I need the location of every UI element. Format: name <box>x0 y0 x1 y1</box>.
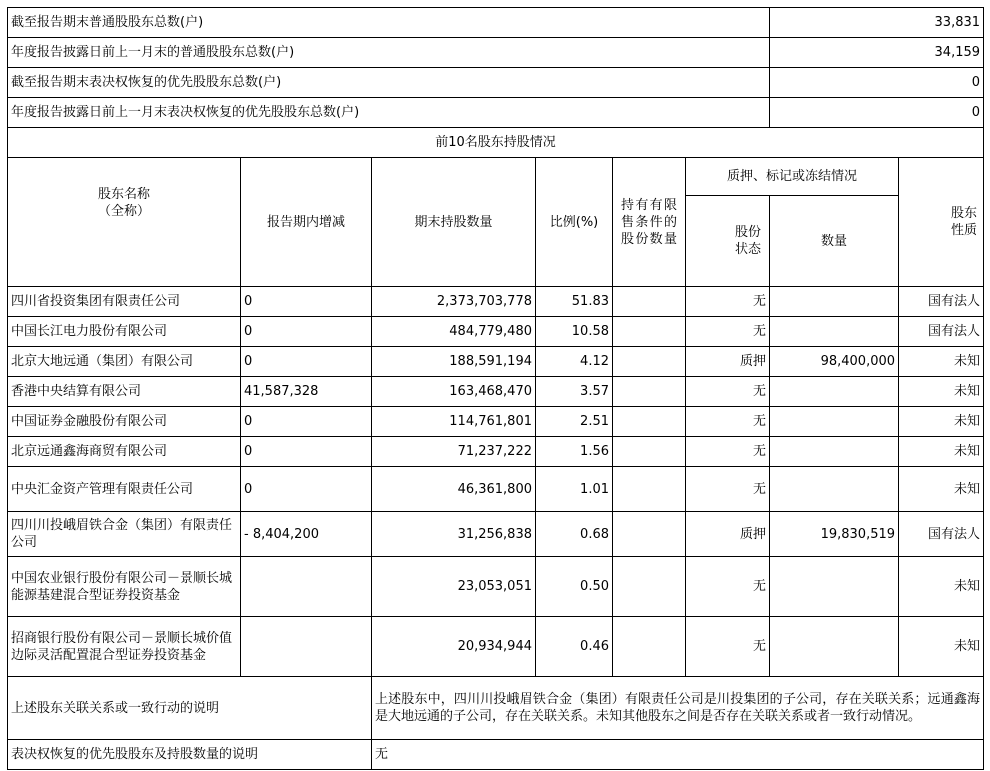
shareholder-name: 北京大地远通（集团）有限公司 <box>8 347 241 377</box>
shareholder-pledge-qty <box>770 467 899 512</box>
shareholder-nature: 未知 <box>899 437 984 467</box>
shareholder-name: 中国长江电力股份有限公司 <box>8 317 241 347</box>
shareholder-qty: 20,934,944 <box>372 617 536 677</box>
shareholder-ratio: 4.12 <box>536 347 613 377</box>
shareholder-name: 北京远通鑫海商贸有限公司 <box>8 437 241 467</box>
shareholder-status: 无 <box>686 437 770 467</box>
shareholder-ratio: 3.57 <box>536 377 613 407</box>
shareholder-pledge-qty <box>770 317 899 347</box>
note-row <box>8 677 984 740</box>
shareholder-pledge-qty <box>770 287 899 317</box>
shareholder-pledge-qty <box>770 407 899 437</box>
summary-label: 截至报告期末普通股股东总数(户) <box>8 8 770 38</box>
summary-value: 33,831 <box>770 8 984 38</box>
shareholder-status: 无 <box>686 617 770 677</box>
table-row <box>8 512 984 557</box>
shareholder-change <box>241 617 372 677</box>
shareholder-status: 质押 <box>686 512 770 557</box>
shareholder-change: 0 <box>241 347 372 377</box>
note-label: 表决权恢复的优先股股东及持股数量的说明 <box>8 740 372 770</box>
shareholder-status: 无 <box>686 317 770 347</box>
header-name: 股东名称 （全称） <box>8 158 241 287</box>
shareholder-pledge-qty: 19,830,519 <box>770 512 899 557</box>
header-pledge-status: 股份 状态 <box>686 196 770 287</box>
shareholder-nature: 未知 <box>899 377 984 407</box>
note-text: 无 <box>372 740 984 770</box>
summary-row <box>8 68 984 98</box>
shareholder-nature: 未知 <box>899 557 984 617</box>
shareholder-ratio: 51.83 <box>536 287 613 317</box>
summary-value: 0 <box>770 98 984 128</box>
shareholder-qty: 188,591,194 <box>372 347 536 377</box>
header-nature: 股东 性质 <box>899 158 984 287</box>
shareholder-qty: 484,779,480 <box>372 317 536 347</box>
shareholder-qty: 163,468,470 <box>372 377 536 407</box>
shareholder-nature: 未知 <box>899 407 984 437</box>
shareholder-ratio: 2.51 <box>536 407 613 437</box>
shareholder-qty: 46,361,800 <box>372 467 536 512</box>
shareholder-name: 中国证券金融股份有限公司 <box>8 407 241 437</box>
header-change: 报告期内增减 <box>241 158 372 287</box>
shareholder-pledge-qty <box>770 557 899 617</box>
shareholder-name: 四川川投峨眉铁合金（集团）有限责任公司 <box>8 512 241 557</box>
shareholder-status: 无 <box>686 557 770 617</box>
header-pledge-group: 质押、标记或冻结情况 <box>686 158 899 196</box>
shareholder-pledge-qty <box>770 437 899 467</box>
note-row <box>8 740 984 770</box>
shareholder-restricted <box>613 407 686 437</box>
shareholder-pledge-qty <box>770 617 899 677</box>
table-row <box>8 347 984 377</box>
shareholder-restricted <box>613 287 686 317</box>
shareholder-status: 无 <box>686 407 770 437</box>
shareholder-ratio: 0.46 <box>536 617 613 677</box>
shareholder-change: 0 <box>241 437 372 467</box>
shareholder-nature: 国有法人 <box>899 317 984 347</box>
shareholder-name: 中国农业银行股份有限公司－景顺长城能源基建混合型证券投资基金 <box>8 557 241 617</box>
shareholder-status: 质押 <box>686 347 770 377</box>
header-row-1 <box>8 158 984 196</box>
table-row <box>8 407 984 437</box>
summary-row <box>8 8 984 38</box>
shareholder-ratio: 0.68 <box>536 512 613 557</box>
shareholder-name: 招商银行股份有限公司－景顺长城价值边际灵活配置混合型证券投资基金 <box>8 617 241 677</box>
shareholder-name: 香港中央结算有限公司 <box>8 377 241 407</box>
shareholder-qty: 71,237,222 <box>372 437 536 467</box>
summary-value: 34,159 <box>770 38 984 68</box>
shareholder-nature: 未知 <box>899 617 984 677</box>
header-qty: 期末持股数量 <box>372 158 536 287</box>
summary-row <box>8 98 984 128</box>
shareholder-ratio: 1.01 <box>536 467 613 512</box>
shareholder-restricted <box>613 557 686 617</box>
shareholder-pledge-qty <box>770 377 899 407</box>
shareholder-qty: 23,053,051 <box>372 557 536 617</box>
shareholder-restricted <box>613 512 686 557</box>
shareholder-pledge-qty: 98,400,000 <box>770 347 899 377</box>
shareholder-change: 0 <box>241 407 372 437</box>
shareholder-status: 无 <box>686 377 770 407</box>
table-row <box>8 317 984 347</box>
header-restricted: 持有有限售条件的股份数量 <box>613 158 686 287</box>
shareholder-table-page <box>7 7 983 770</box>
shareholder-restricted <box>613 437 686 467</box>
shareholder-restricted <box>613 377 686 407</box>
table-row <box>8 287 984 317</box>
shareholder-status: 无 <box>686 467 770 512</box>
shareholder-nature: 未知 <box>899 467 984 512</box>
shareholder-name: 中央汇金资产管理有限责任公司 <box>8 467 241 512</box>
shareholder-nature: 未知 <box>899 347 984 377</box>
shareholder-nature: 国有法人 <box>899 287 984 317</box>
shareholder-change: 41,587,328 <box>241 377 372 407</box>
note-text: 上述股东中，四川川投峨眉铁合金（集团）有限责任公司是川投集团的子公司，存在关联关系；远通鑫海是大地远通的子公司，存在关联关系。未知其他股东之间是否存在关联关系或者一致行动情况。 <box>372 677 984 740</box>
table-row <box>8 557 984 617</box>
shareholder-ratio: 0.50 <box>536 557 613 617</box>
shareholder-status: 无 <box>686 287 770 317</box>
section-title: 前10名股东持股情况 <box>8 128 984 158</box>
shareholder-qty: 31,256,838 <box>372 512 536 557</box>
shareholder-qty: 114,761,801 <box>372 407 536 437</box>
table-row <box>8 377 984 407</box>
shareholder-restricted <box>613 467 686 512</box>
shareholder-restricted <box>613 317 686 347</box>
shareholder-name: 四川省投资集团有限责任公司 <box>8 287 241 317</box>
shareholder-ratio: 10.58 <box>536 317 613 347</box>
shareholder-change: - 8,404,200 <box>241 512 372 557</box>
summary-label: 截至报告期末表决权恢复的优先股股东总数(户) <box>8 68 770 98</box>
shareholder-nature: 国有法人 <box>899 512 984 557</box>
table-row <box>8 437 984 467</box>
summary-row <box>8 38 984 68</box>
shareholder-qty: 2,373,703,778 <box>372 287 536 317</box>
note-label: 上述股东关联关系或一致行动的说明 <box>8 677 372 740</box>
shareholder-restricted <box>613 617 686 677</box>
shareholder-change: 0 <box>241 287 372 317</box>
summary-value: 0 <box>770 68 984 98</box>
table-row <box>8 467 984 512</box>
shareholder-ratio: 1.56 <box>536 437 613 467</box>
summary-label: 年度报告披露日前上一月末的普通股股东总数(户) <box>8 38 770 68</box>
shareholder-table <box>7 7 984 770</box>
section-title-row <box>8 128 984 158</box>
shareholder-change <box>241 557 372 617</box>
table-row <box>8 617 984 677</box>
header-ratio: 比例(%) <box>536 158 613 287</box>
shareholder-restricted <box>613 347 686 377</box>
shareholder-change: 0 <box>241 317 372 347</box>
summary-label: 年度报告披露日前上一月末表决权恢复的优先股股东总数(户) <box>8 98 770 128</box>
shareholder-change: 0 <box>241 467 372 512</box>
header-pledge-qty: 数量 <box>770 196 899 287</box>
